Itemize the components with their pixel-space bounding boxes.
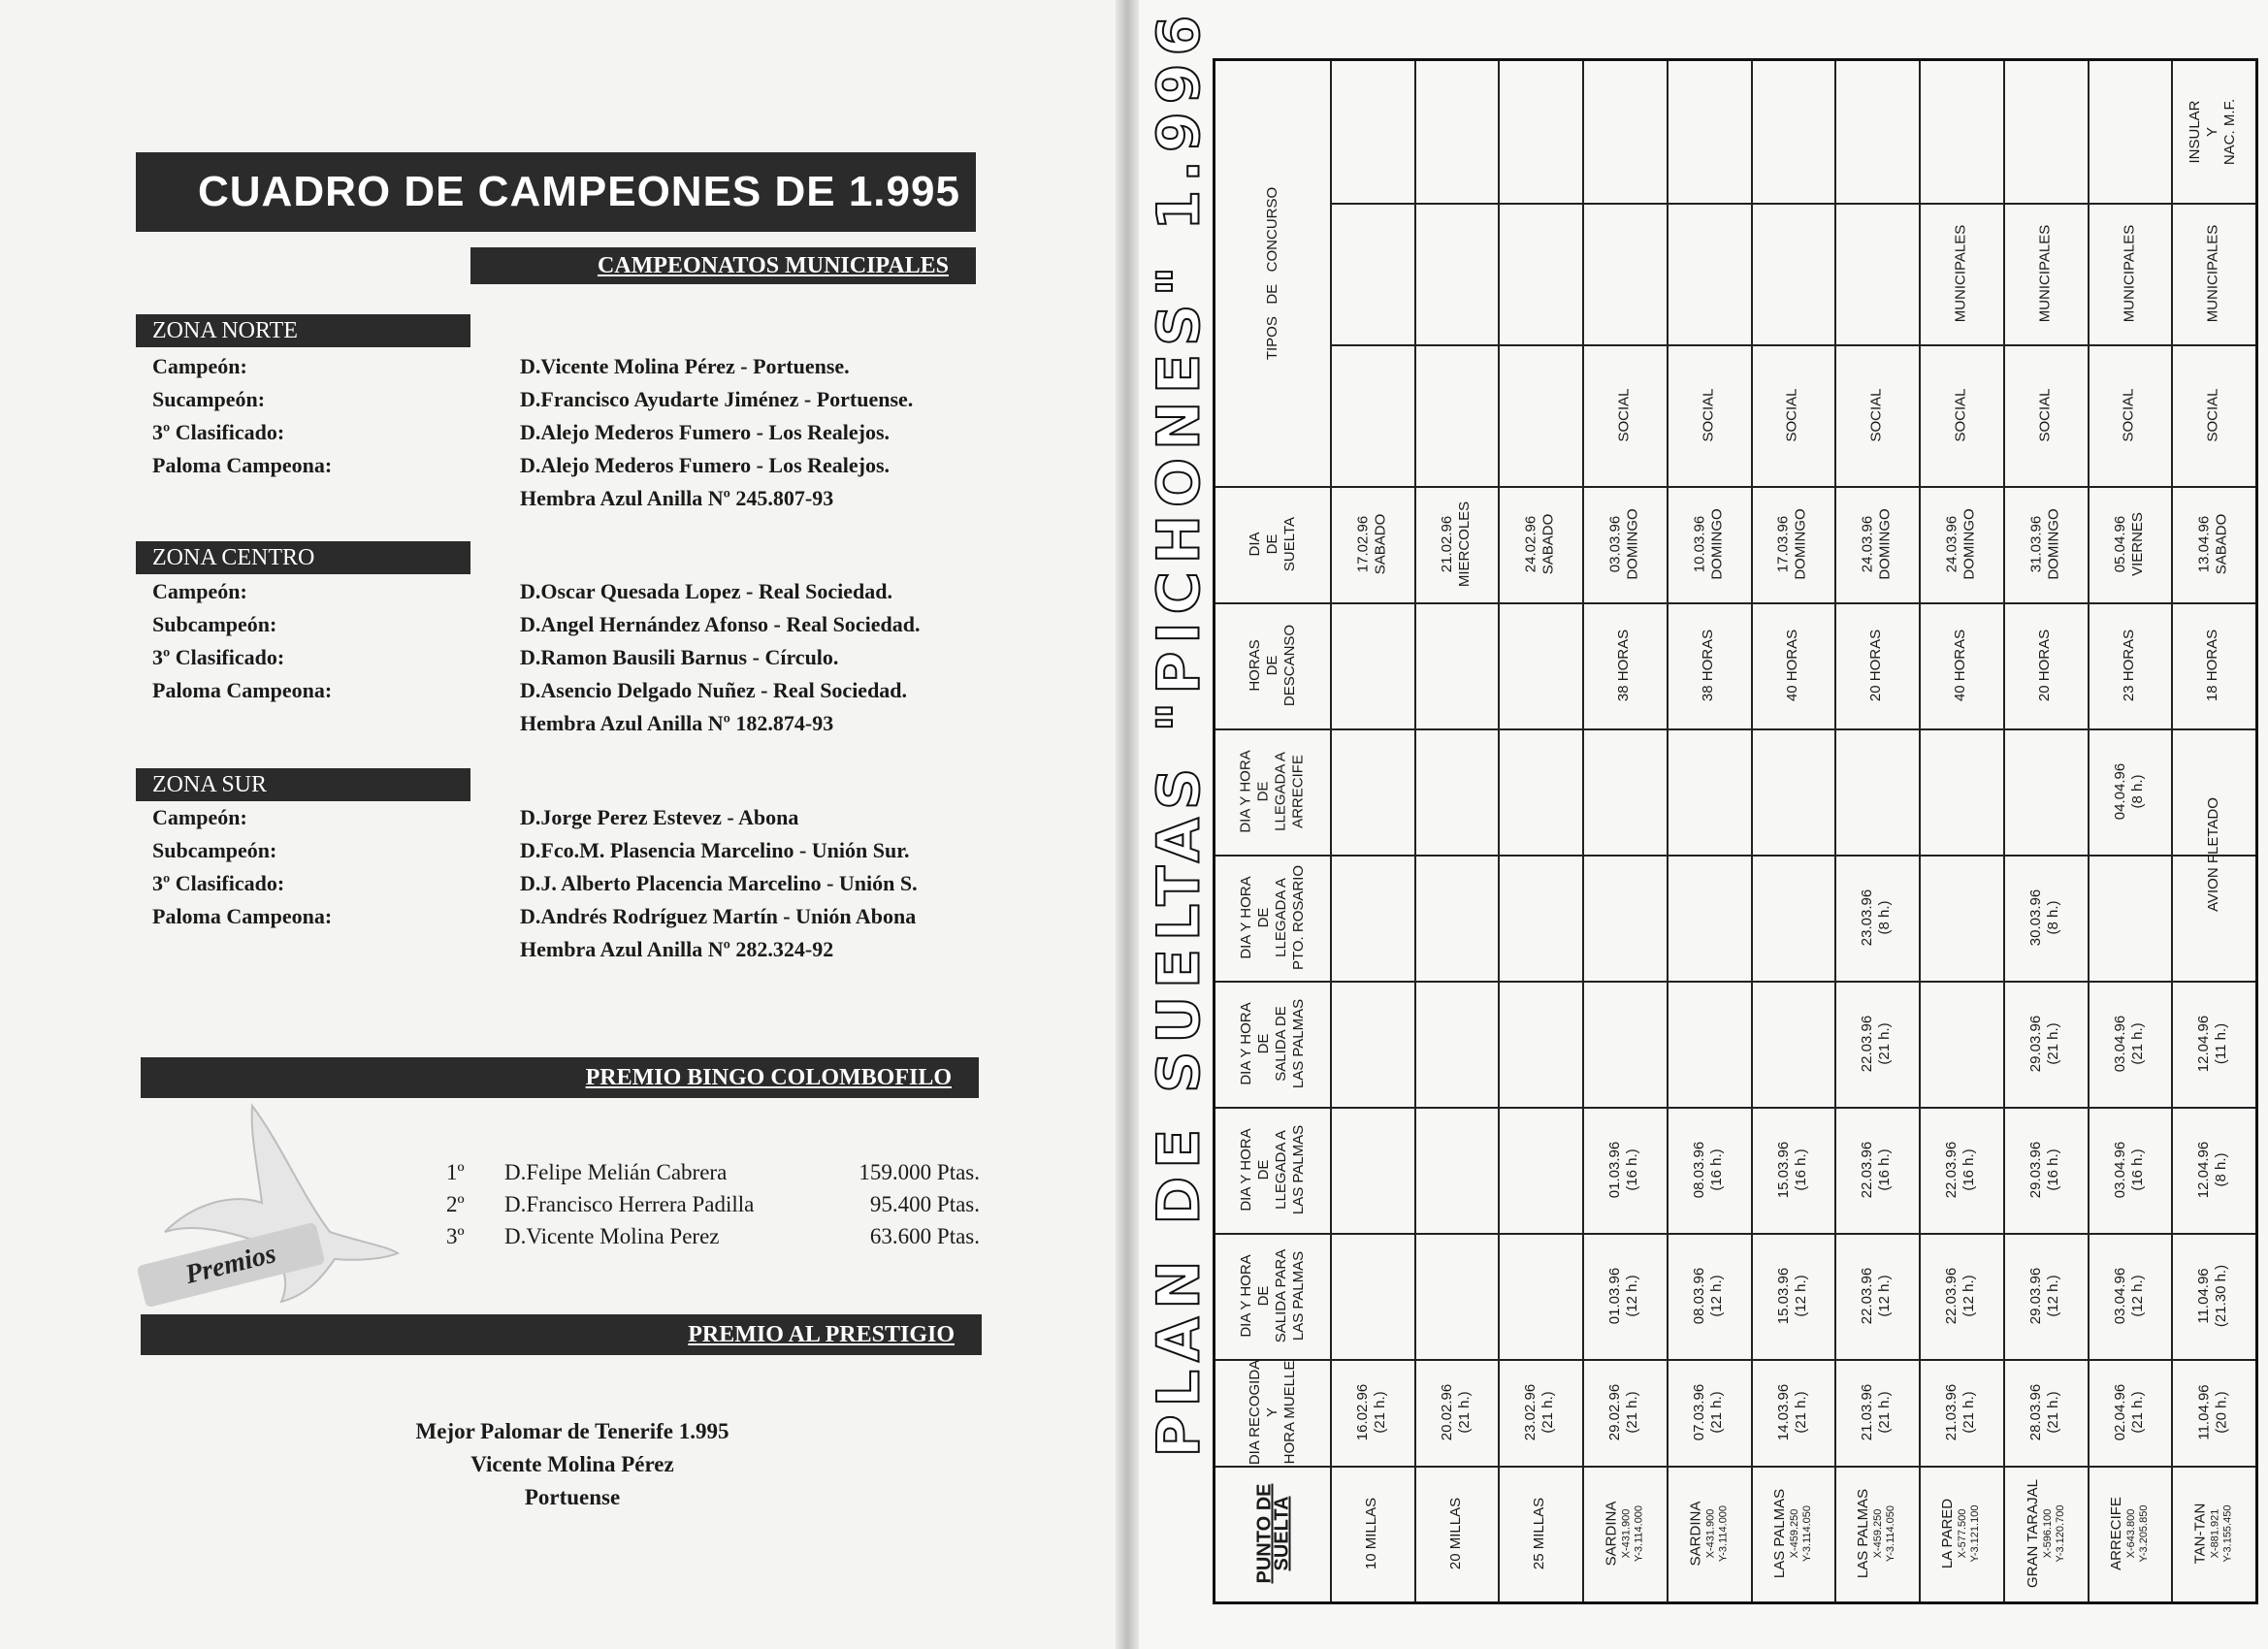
punto-text: [2025, 1479, 2067, 1588]
table-cell-tipo-text: INSULAR Y NAC. M.F.: [2187, 98, 2239, 166]
table-cell-suelta: [1414, 486, 1498, 602]
table-cell-recogida-text: 16.02.96 (21 h.): [1354, 1383, 1389, 1441]
table-cell-recogida: [2171, 1359, 2255, 1466]
table-cell-salida_lp: [1834, 1233, 1919, 1359]
table-cell-recogida-text: 02.04.96 (21 h.): [2111, 1383, 2146, 1441]
table-cell-avion: [2171, 728, 2255, 981]
table-cell-tipo: [1751, 344, 1834, 486]
table-cell-suelta: [2088, 486, 2171, 602]
table-header-salida_de_lp: [1215, 981, 1330, 1107]
table-cell-llegada_pr: [1834, 855, 1919, 981]
table-header-llegada_pr: [1215, 855, 1330, 981]
table-cell-llegada_lp-text: 08.03.96 (16 h.): [1691, 1141, 1726, 1199]
zone-value: D.Angel Hernández Afonso - Real Sociedad.: [520, 612, 921, 636]
zone-value: D.Alejo Mederos Fumero - Los Realejos.: [520, 453, 891, 477]
table-cell-recogida: [2088, 1359, 2171, 1466]
zone-centro-heading: ZONA CENTRO: [136, 541, 470, 574]
table-header-suelta: [1215, 486, 1330, 602]
zone-value: Hembra Azul Anilla Nº 282.324-92: [520, 937, 834, 961]
table-cell-salida_lp-text: 03.04.96 (12 h.): [2111, 1267, 2146, 1325]
table-cell-recogida: [1498, 1359, 1582, 1466]
table-cell-recogida-text: 21.03.96 (21 h.): [1943, 1383, 1978, 1441]
table-cell-descanso-text: 40 HORAS: [1952, 629, 1969, 702]
book-gutter: [1116, 0, 1139, 1649]
table-cell-salida_de_lp-text: 03.04.96 (21 h.): [2111, 1015, 2146, 1073]
table-cell-punto: [2003, 1466, 2088, 1601]
table-cell-llegada_lp: [1834, 1107, 1919, 1233]
table-cell-punto: [1498, 1466, 1582, 1601]
table-cell-llegada_lp: [1919, 1107, 2003, 1233]
table-header-recogida-text: DIA RECOGIDA Y HORA MUELLE: [1246, 1359, 1298, 1466]
punto-text: [1604, 1502, 1646, 1567]
table-cell-salida_de_lp: [2003, 981, 2088, 1107]
table-cell-recogida: [1414, 1359, 1498, 1466]
table-cell-tipo: [1582, 344, 1667, 486]
prestigio-line: Mejor Palomar de Tenerife 1.995: [415, 1419, 729, 1443]
prestigio-line: Portuense: [524, 1485, 621, 1509]
table-cell-recogida: [1834, 1359, 1919, 1466]
table-cell-recogida-text: 29.02.96 (21 h.): [1606, 1383, 1641, 1441]
table-cell-descanso: [1919, 602, 2003, 728]
zone-label: Campeón:: [152, 354, 247, 378]
table-cell-tipo-text: SOCIAL: [2204, 388, 2221, 442]
table-cell-salida_de_lp: [2088, 981, 2171, 1107]
table-cell-tipo: [2088, 344, 2171, 486]
prize-amount: 63.600 Ptas.: [869, 1224, 980, 1248]
table-cell-suelta: [1667, 486, 1751, 602]
table-cell-llegada_lp: [1667, 1107, 1751, 1233]
prestigio-line: Vicente Molina Pérez: [470, 1452, 674, 1476]
table-cell-tipo: [1919, 344, 2003, 486]
table-cell-recogida: [1751, 1359, 1834, 1466]
table-cell-tipo-text: SOCIAL: [2121, 388, 2137, 442]
zone-value: D.Vicente Molina Pérez - Portuense.: [520, 354, 850, 378]
table-cell-recogida-text: 20.02.96 (21 h.): [1438, 1383, 1473, 1441]
punto-text: [1771, 1489, 1814, 1578]
table-header-recogida: [1215, 1359, 1330, 1466]
table-cell-salida_de_lp-text: 22.03.96 (21 h.): [1859, 1015, 1894, 1073]
zone-norte-heading: ZONA NORTE: [136, 314, 470, 347]
table-cell-salida_lp: [2171, 1233, 2255, 1359]
table-cell-tipo: [2171, 203, 2255, 344]
sueltas-table: [1213, 58, 2258, 1604]
plan-title: PLAN DE SUELTAS "PICHONES" 1.996: [1145, 7, 1213, 1458]
table-header-llegada_arr: [1215, 728, 1330, 855]
prize-amount: 159.000 Ptas.: [859, 1160, 980, 1184]
table-cell-descanso-text: 20 HORAS: [1867, 629, 1885, 702]
punto-text: [2192, 1504, 2235, 1565]
punto-coords: X-643.800 Y-3.205.850: [2125, 1504, 2150, 1563]
table-header-salida_lp: [1215, 1233, 1330, 1359]
table-cell-descanso-text: 23 HORAS: [2120, 629, 2137, 702]
table-cell-llegada_lp: [2088, 1107, 2171, 1233]
table-cell-descanso-text: 38 HORAS: [1700, 629, 1717, 702]
punto-name: 25 MILLAS: [1531, 1497, 1548, 1570]
table-cell-salida_lp: [2088, 1233, 2171, 1359]
zone-label: Subcampeón:: [152, 838, 277, 862]
punto-text: [1447, 1498, 1465, 1569]
zone-label: Paloma Campeona:: [152, 904, 333, 928]
table-cell-punto: [2088, 1466, 2171, 1601]
punto-coords: X-459.250 Y-3.114.050: [1872, 1504, 1897, 1563]
table-cell-tipo-text: MUNICIPALES: [2121, 224, 2138, 323]
table-cell-tipo: [1667, 344, 1751, 486]
zone-value: Hembra Azul Anilla Nº 182.874-93: [520, 711, 834, 735]
table-cell-punto: [2171, 1466, 2255, 1601]
table-header-punto: [1215, 1466, 1330, 1601]
zone-label: Paloma Campeona:: [152, 678, 333, 702]
table-cell-tipo: [1919, 203, 2003, 344]
table-cell-llegada_pr: [2003, 855, 2088, 981]
table-cell-recogida: [1919, 1359, 2003, 1466]
table-header-tipos-text: TIPOS DE CONCURSO: [1264, 186, 1281, 361]
table-cell-suelta: [1751, 486, 1834, 602]
zone-label: Paloma Campeona:: [152, 453, 333, 477]
zone-label: Subcampeón:: [152, 612, 277, 636]
table-cell-salida_lp: [2003, 1233, 2088, 1359]
table-cell-tipo-text: MUNICIPALES: [2204, 224, 2221, 323]
table-cell-llegada_arr-text: 04.04.96 (8 h.): [2111, 762, 2146, 821]
table-cell-salida_lp: [1751, 1233, 1834, 1359]
table-cell-llegada_lp-text: 22.03.96 (16 h.): [1859, 1141, 1894, 1199]
punto-name: ARRECIFE: [2108, 1497, 2124, 1570]
table-cell-llegada_lp: [1582, 1107, 1667, 1233]
table-cell-llegada_pr-text: 30.03.96 (8 h.): [2027, 889, 2062, 947]
municipales-heading: CAMPEONATOS MUNICIPALES: [470, 247, 976, 284]
table-gridline: [1215, 855, 2255, 857]
table-cell-llegada_lp-text: 03.04.96 (16 h.): [2111, 1141, 2146, 1199]
table-header-salida_de_lp-text: DIA Y HORA DE SALIDA DE LAS PALMAS: [1237, 998, 1307, 1089]
table-cell-salida_de_lp: [1834, 981, 1919, 1107]
punto-name: 10 MILLAS: [1363, 1497, 1380, 1570]
punto-name: 20 MILLAS: [1447, 1497, 1464, 1570]
table-cell-descanso: [2171, 602, 2255, 728]
table-cell-punto: [1834, 1466, 1919, 1601]
punto-text: [1532, 1498, 1549, 1569]
table-cell-llegada_lp: [2171, 1107, 2255, 1233]
prize-rank: 2º: [446, 1192, 465, 1216]
table-cell-recogida-text: 28.03.96 (21 h.): [2027, 1383, 2062, 1441]
table-cell-punto: [1582, 1466, 1667, 1601]
table-cell-descanso: [2088, 602, 2171, 728]
punto-text: [2108, 1497, 2151, 1570]
table-cell-llegada_lp-text: 01.03.96 (16 h.): [1606, 1141, 1641, 1199]
table-cell-salida_lp: [1582, 1233, 1667, 1359]
table-cell-salida_lp-text: 01.03.96 (12 h.): [1606, 1267, 1641, 1325]
table-header-tipos: [1215, 61, 1330, 486]
punto-name: TAN-TAN: [2191, 1503, 2209, 1565]
table-header-salida_lp-text: DIA Y HORA DE SALIDA PARA LAS PALMAS: [1238, 1248, 1307, 1343]
table-header-punto-text: PUNTO DE SUELTA: [1252, 1483, 1292, 1584]
table-header-llegada_pr-text: DIA Y HORA DE LLEGADA A PTO. ROSARIO: [1237, 864, 1307, 971]
punto-name: GRAN TARAJAL: [2024, 1479, 2041, 1588]
table-cell-descanso-text: 20 HORAS: [2036, 629, 2054, 702]
premios-badge: Premios: [136, 1222, 325, 1309]
table-cell-llegada_lp-text: 29.03.96 (16 h.): [2027, 1141, 2062, 1199]
prize-rank: 1º: [446, 1160, 465, 1184]
table-cell-suelta: [1834, 486, 1919, 602]
bingo-heading: PREMIO BINGO COLOMBOFILO: [141, 1057, 979, 1098]
zone-value: D.Andrés Rodríguez Martín - Unión Abona: [520, 904, 917, 928]
punto-name: LAS PALMAS: [1771, 1488, 1789, 1579]
table-cell-recogida-text: 07.03.96 (21 h.): [1691, 1383, 1726, 1441]
zone-value: D.Alejo Mederos Fumero - Los Realejos.: [520, 420, 891, 444]
table-cell-suelta: [2003, 486, 2088, 602]
table-cell-suelta-text: 13.04.96 SABADO: [2195, 513, 2230, 575]
table-cell-suelta: [1498, 486, 1582, 602]
table-cell-tipo-text: MUNICIPALES: [1952, 224, 1969, 323]
punto-coords: X-596.100 Y-3.120.700: [2041, 1504, 2066, 1563]
prize-name: D.Felipe Melián Cabrera: [504, 1160, 728, 1184]
punto-name: LAS PALMAS: [1855, 1488, 1872, 1579]
table-cell-suelta: [1330, 486, 1414, 602]
table-cell-descanso-text: 38 HORAS: [1615, 629, 1633, 702]
table-cell-tipo-text: SOCIAL: [1784, 388, 1800, 442]
table-header-suelta-text: DIA DE SUELTA: [1246, 516, 1298, 572]
table-cell-tipo: [2003, 203, 2088, 344]
table-cell-llegada_arr: [2088, 728, 2171, 855]
table-cell-punto: [1667, 1466, 1751, 1601]
prize-name: D.Vicente Molina Perez: [504, 1224, 720, 1248]
table-cell-recogida: [1667, 1359, 1751, 1466]
table-header-llegada_arr-text: DIA Y HORA DE LLEGADA A ARRECIFE: [1238, 750, 1307, 833]
prize-name: D.Francisco Herrera Padilla: [504, 1192, 755, 1216]
zone-value: D.Jorge Perez Estevez - Abona: [520, 805, 799, 829]
punto-coords: X-431.900 Y-3.114.000: [1620, 1504, 1645, 1563]
table-cell-recogida-text: 14.03.96 (21 h.): [1774, 1383, 1809, 1441]
zone-value: D.Fco.M. Plasencia Marcelino - Unión Sur.: [520, 838, 910, 862]
table-cell-suelta: [1919, 486, 2003, 602]
table-cell-salida_lp-text: 29.03.96 (12 h.): [2027, 1267, 2062, 1325]
table-cell-llegada_lp: [1751, 1107, 1834, 1233]
table-cell-recogida-text: 11.04.96 (20 h.): [2195, 1384, 2230, 1440]
punto-text: [1856, 1489, 1898, 1578]
zone-label: Campeón:: [152, 805, 247, 829]
table-cell-llegada_lp-text: 22.03.96 (16 h.): [1943, 1141, 1978, 1199]
table-cell-salida_lp-text: 15.03.96 (12 h.): [1774, 1267, 1809, 1325]
zone-value: D.J. Alberto Placencia Marcelino - Unión S.: [520, 871, 918, 895]
table-cell-tipo-text: SOCIAL: [1952, 388, 1969, 442]
table-cell-recogida: [1330, 1359, 1414, 1466]
zone-value: D.Oscar Quesada Lopez - Real Sociedad.: [520, 579, 892, 603]
table-cell-punto: [1751, 1466, 1834, 1601]
table-cell-tipo-text: SOCIAL: [1615, 388, 1633, 442]
punto-text: [1364, 1498, 1381, 1569]
table-cell-suelta-text: 24.03.96 DOMINGO: [1943, 508, 1978, 580]
table-cell-suelta-text: 31.03.96 DOMINGO: [2027, 508, 2062, 580]
table-cell-tipo: [2171, 61, 2255, 203]
table-cell-tipo-text: SOCIAL: [1700, 388, 1717, 442]
table-cell-salida_lp: [1667, 1233, 1751, 1359]
table-cell-recogida: [2003, 1359, 2088, 1466]
table-cell-recogida-text: 21.03.96 (21 h.): [1859, 1383, 1894, 1441]
table-cell-llegada_lp-text: 12.04.96 (8 h.): [2195, 1141, 2230, 1199]
champions-title: CUADRO DE CAMPEONES DE 1.995: [136, 152, 976, 232]
table-cell-tipo: [2171, 344, 2255, 486]
table-cell-suelta-text: 03.03.96 DOMINGO: [1606, 508, 1641, 580]
table-cell-suelta-text: 24.02.96 SABADO: [1522, 513, 1557, 575]
table-cell-suelta-text: 10.03.96 DOMINGO: [1691, 508, 1726, 580]
table-cell-tipo: [1834, 344, 1919, 486]
punto-text: [1688, 1502, 1731, 1567]
table-cell-suelta-text: 17.02.96 SABADO: [1354, 513, 1389, 575]
table-header-llegada_lp: [1215, 1107, 1330, 1233]
table-cell-descanso-text: 18 HORAS: [2204, 629, 2221, 702]
punto-coords: X-881.921 Y-3.155.450: [2209, 1504, 2234, 1563]
table-cell-punto: [1330, 1466, 1414, 1601]
table-cell-suelta-text: 05.04.96 VIERNES: [2111, 512, 2146, 576]
table-header-descanso-text: HORAS DE DESCANSO: [1247, 624, 1298, 707]
zone-label: Sucampeón:: [152, 387, 266, 411]
zone-label: Campeón:: [152, 579, 247, 603]
zone-sur-heading: ZONA SUR: [136, 768, 470, 801]
table-cell-salida_lp-text: 22.03.96 (12 h.): [1943, 1267, 1978, 1325]
table-cell-recogida: [1582, 1359, 1667, 1466]
punto-name: SARDINA: [1687, 1501, 1704, 1567]
table-cell-recogida-text: 23.02.96 (21 h.): [1522, 1383, 1557, 1441]
table-header-llegada_lp-text: DIA Y HORA DE LLEGADA A LAS PALMAS: [1237, 1124, 1307, 1215]
table-cell-descanso: [1667, 602, 1751, 728]
table-cell-descanso: [1834, 602, 1919, 728]
table-cell-suelta-text: 24.03.96 DOMINGO: [1859, 508, 1894, 580]
table-cell-salida_lp-text: 11.04.96 (21.30 h.): [2195, 1264, 2230, 1328]
zone-value: D.Ramon Bausili Barnus - Círculo.: [520, 645, 839, 669]
table-cell-llegada_pr-text: 23.03.96 (8 h.): [1859, 889, 1894, 947]
table-cell-tipo-text: MUNICIPALES: [2036, 224, 2054, 323]
table-cell-tipo: [2088, 203, 2171, 344]
table-cell-descanso: [2003, 602, 2088, 728]
punto-coords: X-431.900 Y-3.114.000: [1704, 1504, 1730, 1563]
table-cell-suelta: [1582, 486, 1667, 602]
zone-value: D.Asencio Delgado Nuñez - Real Sociedad.: [520, 678, 908, 702]
punto-coords: X-577.500 Y-3.121.100: [1957, 1504, 1982, 1563]
table-cell-avion-text: AVION FLETADO: [2204, 797, 2221, 912]
table-cell-suelta-text: 21.02.96 MIERCOLES: [1439, 501, 1474, 588]
prize-amount: 95.400 Ptas.: [869, 1192, 980, 1216]
prize-rank: 3º: [446, 1224, 465, 1248]
zone-value: Hembra Azul Anilla Nº 245.807-93: [520, 486, 834, 510]
table-cell-tipo-text: SOCIAL: [2036, 388, 2054, 442]
table-cell-salida_de_lp-text: 12.04.96 (11 h.): [2195, 1015, 2230, 1073]
table-cell-salida_de_lp: [2171, 981, 2255, 1107]
punto-coords: X-459.250 Y-3.114.050: [1789, 1504, 1814, 1563]
zone-label: 3º Clasificado:: [152, 420, 285, 444]
zone-label: 3º Clasificado:: [152, 871, 285, 895]
table-cell-descanso: [1751, 602, 1834, 728]
table-cell-llegada_lp-text: 15.03.96 (16 h.): [1774, 1141, 1809, 1199]
table-cell-salida_lp-text: 22.03.96 (12 h.): [1859, 1267, 1894, 1325]
table-cell-salida_lp: [1919, 1233, 2003, 1359]
table-cell-punto: [1919, 1466, 2003, 1601]
table-header-descanso: [1215, 602, 1330, 728]
zone-label: 3º Clasificado:: [152, 645, 285, 669]
table-cell-punto: [1414, 1466, 1498, 1601]
punto-name: SARDINA: [1603, 1501, 1620, 1567]
prestigio-heading: PREMIO AL PRESTIGIO: [141, 1314, 982, 1355]
table-cell-tipo: [2003, 344, 2088, 486]
punto-text: [1939, 1499, 1982, 1568]
table-cell-salida_lp-text: 08.03.96 (12 h.): [1691, 1267, 1726, 1325]
table-cell-salida_de_lp-text: 29.03.96 (21 h.): [2027, 1015, 2062, 1073]
table-cell-llegada_lp: [2003, 1107, 2088, 1233]
table-cell-suelta-text: 17.03.96 DOMINGO: [1775, 508, 1809, 580]
punto-name: LA PARED: [1939, 1498, 1957, 1569]
zone-value: D.Francisco Ayudarte Jiménez - Portuense.: [520, 387, 914, 411]
table-cell-descanso: [1582, 602, 1667, 728]
table-cell-suelta: [2171, 486, 2255, 602]
table-cell-tipo-text: SOCIAL: [1867, 388, 1885, 442]
table-cell-descanso-text: 40 HORAS: [1783, 629, 1800, 702]
